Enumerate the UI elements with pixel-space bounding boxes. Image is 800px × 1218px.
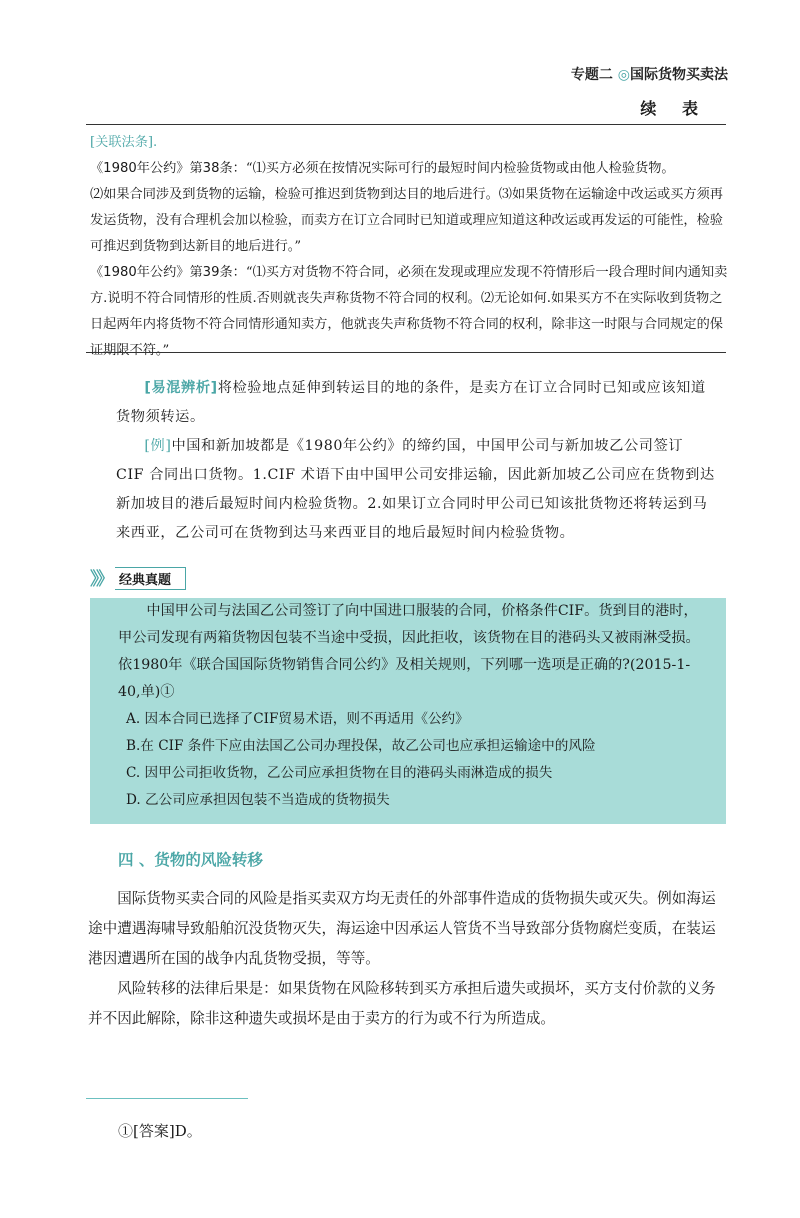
paragraph-risk-definition: 国际货物买卖合同的风险是指买卖双方均无责任的外部事件造成的货物损失或灭失。例如海运途中遭遇海啸导致船舶沉没货物灭失，海运途中因承运人管货不当导致部分货物腐烂变质，在装运港因遭遇所在国的战争内乱货物受损，等等。 bbox=[88, 890, 716, 967]
running-header bbox=[571, 64, 728, 84]
option-b: B.在 CIF 条件下应由法国乙公司办理投保，故乙公司也应承担运输途中的风险 bbox=[126, 738, 596, 754]
confusion-paragraph bbox=[116, 374, 716, 432]
related-law-tag: [关联法条]. bbox=[90, 135, 158, 150]
article-38 bbox=[90, 156, 730, 182]
example-label: [例] bbox=[144, 438, 172, 454]
classic-exam-badge bbox=[90, 565, 186, 591]
footnote-rule bbox=[86, 1098, 248, 1099]
article-39 bbox=[90, 260, 730, 364]
article-38-label: 《1980年公约》第38条： bbox=[90, 161, 246, 176]
article-38-text-1: “⑴买方必须在按情况实际可行的最短时间内检验货物或由他人检验货物。 bbox=[245, 161, 675, 176]
article-38-continued: ⑵如果合同涉及到货物的运输，检验可推迟到货物到达目的地后进行。⑶如果货物在运输途中改运或买方须再发运货物，没有合理机会加以检验，而卖方在订立合同时已知道或理应知道这种改运或再发运的可能性，检验可推迟到货物到达新目的地后进行。” bbox=[90, 187, 723, 254]
risk-transfer-body bbox=[88, 884, 728, 1034]
table-bottom-rule bbox=[86, 352, 726, 353]
option-a: A. 因本合同已选择了CIF贸易术语，则不再适用《公约》 bbox=[126, 711, 469, 727]
paragraph-risk-consequence: 风险转移的法律后果是：如果货物在风险移转到买方承担后遗失或损坏，买方支付价款的义务并不因此解除，除非这种遗失或损坏是由于卖方的行为或不行为所造成。 bbox=[88, 980, 716, 1027]
example-text: 中国和新加坡都是《1980年公约》的缔约国，中国甲公司与新加坡乙公司签订 CIF 合同出口货物。1.CIF 术语下由中国甲公司安排运输，因此新加坡乙公司应在货物到达新加坡目的港后最短时间内检验货物。2.如果订立合同时甲公司已知该批货物还将转运到马来西亚，乙公司可在货物到达马来西亚目的地后最短时间内检验货物。 bbox=[116, 438, 715, 541]
article-39-text: “⑴买方对货物不符合同，必须在发现或理应发现不符情形后一段合理时间内通知卖方.说明不符合同情形的性质.否则就丧失声称货物不符合同的权利。⑵无论如何.如果买方不在实际收到货物之日起两年内将货物不符合同情形通知卖方，他就丧失声称货物不符合同的权利，除非这一时限与合同规定的保证期限不符。” bbox=[90, 265, 728, 358]
article-39-label: 《1980年公约》第39条： bbox=[90, 265, 246, 280]
analysis-block bbox=[116, 374, 716, 548]
related-law-block bbox=[90, 130, 730, 364]
question-stem: 中国甲公司与法国乙公司签订了向中国进口服装的合同，价格条件CIF。货到目的港时，甲公司发现有两箱货物因包装不当途中受损，因此拒收，该货物在目的港码头又被雨淋受损。依1980年《联合国国际货物销售合同公约》及相关规则，下列哪一选项是正确的?(2015-1-40,单)① bbox=[118, 603, 700, 700]
option-d: D. 乙公司应承担因包装不当造成的货物损失 bbox=[126, 792, 390, 808]
chapter-title: 国际货物买卖法 bbox=[630, 67, 728, 83]
topic-label: 专题二 bbox=[570, 67, 613, 83]
confusion-text: 将检验地点延伸到转运目的地的条件，是卖方在订立合同时已知或应该知道货物须转运。 bbox=[116, 380, 706, 425]
confusion-label: [易混辨析] bbox=[144, 380, 218, 396]
exam-question-box bbox=[90, 598, 726, 824]
footnote: ①[答案]D。 bbox=[118, 1122, 202, 1140]
section-heading: 四 、货物的风险转移 bbox=[118, 851, 263, 869]
table-top-rule bbox=[86, 124, 726, 125]
classic-exam-label: 经典真题 bbox=[115, 567, 186, 590]
double-chevron-icon: 》》 bbox=[90, 569, 111, 590]
example-paragraph bbox=[116, 432, 716, 548]
circle-icon: ◎ bbox=[617, 67, 630, 83]
continued-label: 续 表 bbox=[640, 99, 708, 118]
option-c: C. 因甲公司拒收货物，乙公司应承担货物在目的港码头雨淋造成的损失 bbox=[126, 765, 553, 781]
